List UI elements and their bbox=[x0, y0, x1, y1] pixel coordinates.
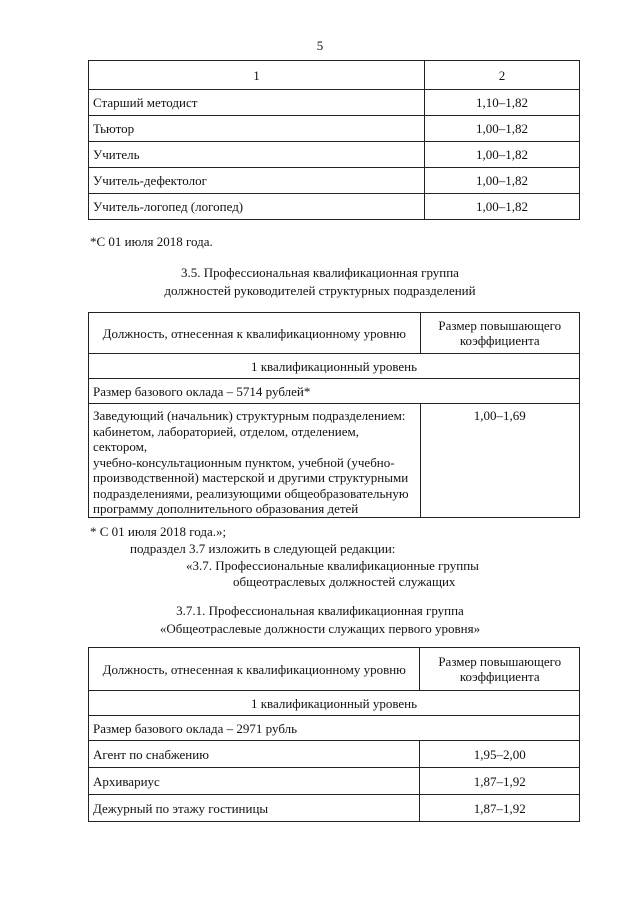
qualification-level: 1 квалификационный уровень bbox=[89, 691, 580, 716]
coefficient-cell: 1,00–1,82 bbox=[425, 194, 580, 220]
position-cell: Тьютор bbox=[89, 116, 425, 142]
page-number: 5 bbox=[316, 38, 324, 53]
instruction-text: подраздел 3.7 изложить в следующей редакции: bbox=[130, 541, 396, 556]
level-row bbox=[89, 691, 580, 716]
table-row bbox=[89, 116, 580, 142]
table-positions-2 bbox=[88, 312, 580, 518]
table-row bbox=[89, 142, 580, 168]
coefficient-cell: 1,87–1,92 bbox=[420, 768, 580, 795]
table-header-row bbox=[89, 648, 580, 691]
table-row bbox=[89, 741, 580, 768]
table-row bbox=[89, 795, 580, 822]
section-3-7-1-title-line-1: 3.7.1. Профессиональная квалификационная группа bbox=[176, 603, 464, 618]
position-cell: Агент по снабжению bbox=[89, 741, 420, 768]
base-salary-row bbox=[89, 379, 580, 404]
coefficient-cell: 1,10–1,82 bbox=[425, 90, 580, 116]
table-row bbox=[89, 194, 580, 220]
section-3-5-title-line-2: должностей руководителей структурных подразделений bbox=[164, 283, 476, 298]
base-salary: Размер базового оклада – 2971 рубль bbox=[89, 716, 580, 741]
coefficient-cell: 1,00–1,82 bbox=[425, 142, 580, 168]
position-cell: Учитель-дефектолог bbox=[89, 168, 425, 194]
position-cell: Архивариус bbox=[89, 768, 420, 795]
base-salary: Размер базового оклада – 5714 рублей* bbox=[89, 379, 580, 404]
level-row bbox=[89, 354, 580, 379]
table-row bbox=[89, 768, 580, 795]
position-cell: Старший методист bbox=[89, 90, 425, 116]
coefficient-cell: 1,00–1,82 bbox=[425, 116, 580, 142]
section-3-5-title-line-1: 3.5. Профессиональная квалификационная группа bbox=[181, 265, 459, 280]
table-row bbox=[89, 168, 580, 194]
coefficient-cell: 1,87–1,92 bbox=[420, 795, 580, 822]
base-salary-row bbox=[89, 716, 580, 741]
footnote-2: * С 01 июля 2018 года.»; bbox=[90, 524, 227, 539]
position-cell: Учитель bbox=[89, 142, 425, 168]
table-header-row bbox=[89, 61, 580, 90]
section-3-7-title-line-2: общеотраслевых должностей служащих bbox=[233, 574, 456, 589]
table-positions-3 bbox=[88, 647, 580, 822]
header-coefficient: Размер повышающего коэффициента bbox=[420, 648, 580, 691]
header-position: Должность, отнесенная к квалификационному уровню bbox=[89, 313, 421, 354]
position-cell: Заведующий (начальник) структурным подразделением: кабинетом, лабораторией, отделом, отделением, сектором, учебно-консультационным пунктом, учебной (учебно- производственной) мастерской и другими структурными подразделениями, реализующими общеобразовательную программу дополнительного образования детей bbox=[89, 404, 421, 518]
table-row bbox=[89, 90, 580, 116]
coefficient-cell: 1,95–2,00 bbox=[420, 741, 580, 768]
table-header-row bbox=[89, 313, 580, 354]
position-cell: Учитель-логопед (логопед) bbox=[89, 194, 425, 220]
column-header-2: 2 bbox=[425, 61, 580, 90]
section-3-7-1-title-line-2: «Общеотраслевые должности служащих первого уровня» bbox=[159, 621, 481, 636]
qualification-level: 1 квалификационный уровень bbox=[89, 354, 580, 379]
table-positions-1 bbox=[88, 60, 580, 220]
section-3-7-title-line-1: «3.7. Профессиональные квалификационные группы bbox=[186, 558, 479, 573]
table-row bbox=[89, 404, 580, 518]
header-coefficient: Размер повышающего коэффициента bbox=[420, 313, 579, 354]
header-position: Должность, отнесенная к квалификационному уровню bbox=[89, 648, 420, 691]
column-header-1: 1 bbox=[89, 61, 425, 90]
position-cell: Дежурный по этажу гостиницы bbox=[89, 795, 420, 822]
coefficient-cell: 1,00–1,82 bbox=[425, 168, 580, 194]
footnote-1: *С 01 июля 2018 года. bbox=[90, 234, 213, 249]
coefficient-cell: 1,00–1,69 bbox=[420, 404, 579, 518]
